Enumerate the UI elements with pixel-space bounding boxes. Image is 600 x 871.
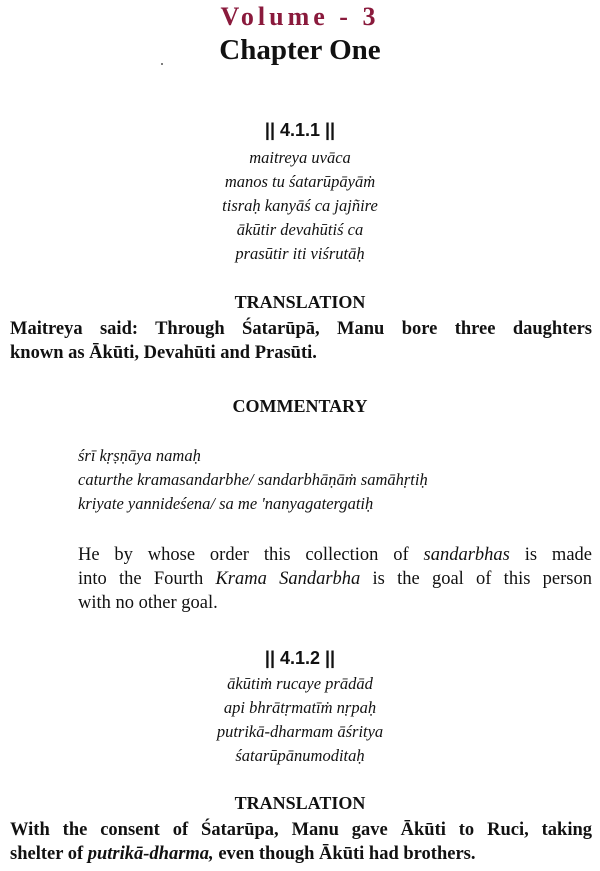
italic-term: sandarbhas xyxy=(423,545,510,565)
volume-title: Volume - 3 xyxy=(220,2,380,31)
commentary-line: with no other goal. xyxy=(78,593,218,613)
text-span: even though Ākūti had brothers. xyxy=(213,844,476,864)
verse-line: maitreya uvāca xyxy=(249,148,351,167)
italic-term: Krama Sandarbha xyxy=(215,569,361,589)
verse-line: putrikā-dharmam āśritya xyxy=(216,722,384,741)
commentary-paragraph xyxy=(78,543,592,615)
text-span: He by whose order this collection of xyxy=(78,545,424,565)
verse-line: api bhrātṛmatīṁ nṛpaḥ xyxy=(223,698,377,717)
verse-text-1 xyxy=(0,146,600,266)
text-span: shelter of xyxy=(10,844,88,864)
chapter-title: Chapter One xyxy=(219,34,381,66)
stray-mark xyxy=(161,63,163,65)
invocation-line: kriyate yannideśena/ sa me 'nanyagatergatiḥ xyxy=(78,494,374,513)
translation-heading-2: TRANSLATION xyxy=(234,793,366,813)
verse-line: śatarūpānumoditaḥ xyxy=(235,746,365,765)
commentary-heading: COMMENTARY xyxy=(232,396,368,416)
translation-line: known as Ākūti, Devahūti and Prasūti. xyxy=(10,343,317,363)
invocation-line: caturthe kramasandarbhe/ sandarbhāṇāṁ samāhṛtiḥ xyxy=(78,470,428,489)
translation-text-2 xyxy=(10,818,592,866)
verse-line: prasūtir iti viśrutāḥ xyxy=(235,244,365,263)
translation-text-1 xyxy=(10,317,592,365)
verse-line: manos tu śatarūpāyāṁ xyxy=(224,172,376,191)
translation-line xyxy=(10,842,592,866)
commentary-line xyxy=(78,543,592,567)
verse-line: ākūtiṁ rucaye prādād xyxy=(227,674,373,693)
translation-line: With the consent of Śatarūpa, Manu gave Ākūti to Ruci, taking xyxy=(10,820,592,840)
text-span: into the Fourth xyxy=(78,569,216,589)
commentary-line xyxy=(78,567,592,591)
verse-number-1: || 4.1.1 || xyxy=(264,120,336,140)
translation-heading-1: TRANSLATION xyxy=(234,292,366,312)
commentary-invocation xyxy=(78,444,578,516)
text-span: is made xyxy=(509,545,592,565)
invocation-line: śrī kṛṣṇāya namaḥ xyxy=(78,446,201,465)
verse-line: ākūtir devahūtiś ca xyxy=(236,220,364,239)
translation-line: Maitreya said: Through Śatarūpā, Manu bore three daughters xyxy=(10,319,592,339)
verse-number-2: || 4.1.2 || xyxy=(264,648,336,668)
verse-text-2 xyxy=(0,672,600,768)
verse-line: tisraḥ kanyāś ca jajñire xyxy=(222,196,378,215)
italic-term: putrikā-dharma, xyxy=(87,844,214,864)
text-span: is the goal of this person xyxy=(360,569,592,589)
